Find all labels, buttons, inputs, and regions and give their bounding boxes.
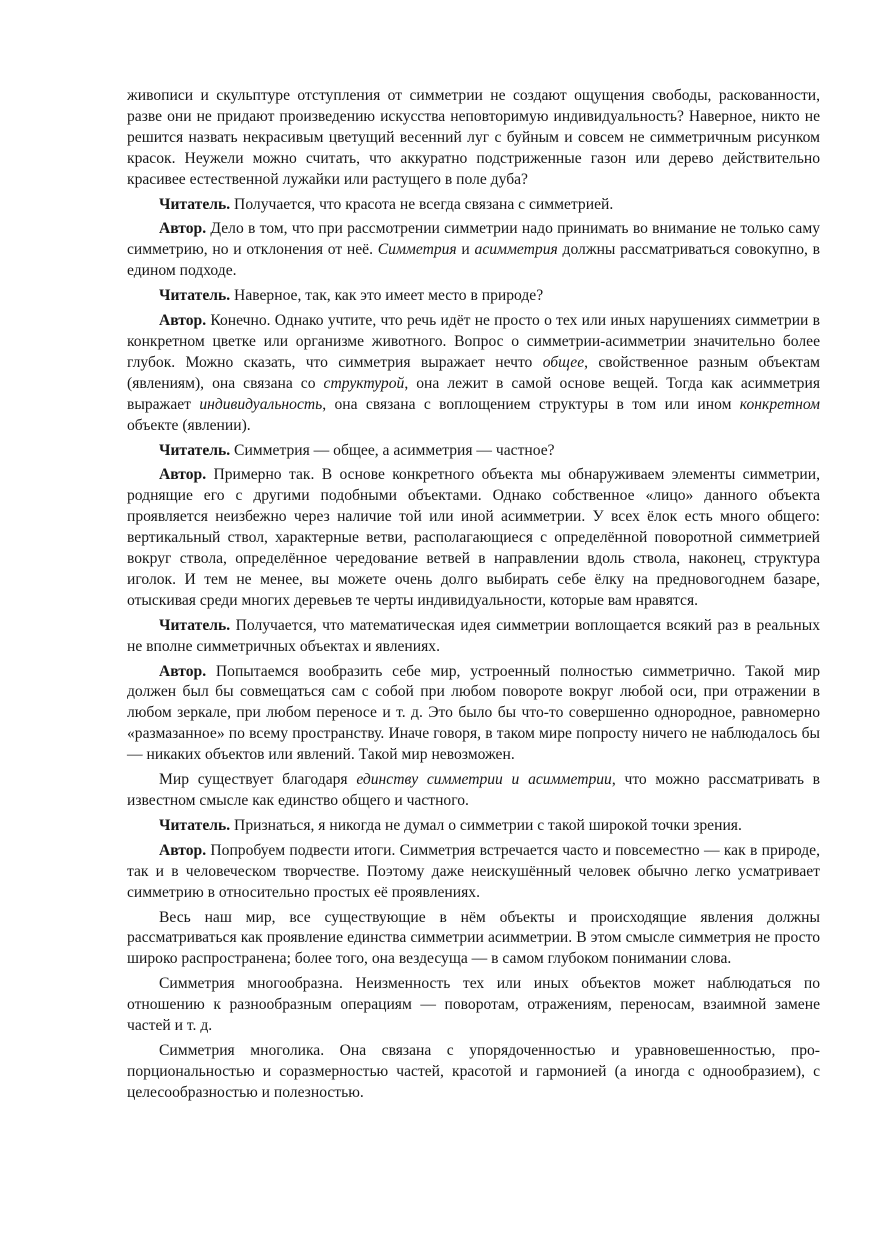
- document-page: [127, 86, 820, 1108]
- body-text: живописи и скульптуре отступления от симметрии не создают ощущения свободы, раскованности, разве они не придают произведению искусства неповторимую индивидуальность? Наверное, никто не решится назвать некрасивым цветущий весенний луг с буйным и совсем не симметричным рисунком красок. Неужели можно считать, что аккуратно подстриженные газон или дерево действительно красивее естественной лужайки или растущего в поле дуба?: [127, 87, 820, 188]
- body-text: Получается, что красота не всегда связана с симметрией.: [230, 195, 614, 213]
- text-paragraph: [127, 441, 820, 462]
- text-paragraph: [127, 662, 820, 767]
- text-paragraph: [127, 974, 820, 1037]
- body-text: , она лежит в самой основе вещей. Тогда как асимметрия выражает: [127, 374, 820, 413]
- body-text: Симметрия — общее, а асимметрия — частное?: [230, 441, 555, 459]
- body-text: , что можно рассматривать в известном смысле как единство общего и частного.: [127, 771, 821, 809]
- body-text: , она связана с воплощением структуры в том или ином: [322, 395, 740, 413]
- text-paragraph: [127, 1041, 820, 1104]
- emphasis-text: структурой: [323, 374, 405, 392]
- speaker-label: Автор.: [159, 220, 207, 238]
- emphasis-text: асимметрия: [474, 241, 558, 259]
- speaker-label: Читатель.: [159, 441, 231, 459]
- text-paragraph: [127, 286, 820, 307]
- speaker-label: Читатель.: [159, 195, 231, 213]
- body-text: Симметрия многолика. Она связана с упорядоченностью и уравновешенностью, пропорциональностью и соразмерностью частей, красотой и гармонией (а иногда с однообразием), с целесообразностью и полезностью.: [127, 1041, 820, 1101]
- body-text: Признаться, я никогда не думал о симметрии с такой широкой точки зрения.: [230, 816, 742, 834]
- emphasis-text: Симметрия: [377, 241, 457, 259]
- body-text: Конечно. Однако учтите, что речь идёт не просто о тех или иных нарушениях симметрии в конкретном цветке или организме животного. Вопрос о симметрии-асимметрии значительно более глубок. Можно сказать, что симметрия выражает нечто: [127, 312, 820, 371]
- body-text: Получается, что математическая идея симметрии воплощается всякий раз в реальных не вполне симметричных объектах и явлениях.: [127, 616, 820, 655]
- text-paragraph: [127, 770, 820, 812]
- body-text: Мир существует благодаря: [159, 771, 357, 789]
- body-text: Наверное, так, как это имеет место в природе?: [230, 287, 544, 305]
- body-text: Симметрия многообразна. Неизменность тех или иных объектов может наблюдаться по отношению к разнообразным операциям — поворотам, отражениям, переносам, взаимной замене частей и т. д.: [127, 975, 820, 1035]
- emphasis-text: общее: [542, 353, 585, 371]
- text-paragraph: [127, 465, 820, 611]
- speaker-label: Читатель.: [159, 816, 231, 834]
- body-text: Примерно так. В основе конкретного объекта мы обнаруживаем элементы симметрии, роднящие его с другими подобными объектами. Однако собственное «лицо» данного объекта проявляется неизбежно через наличие той или иной асимметрии. У всех ёлок есть много общего: вертикальный ствол, характерные ветви, располагающиеся с определённой поворотной симметрией вокруг ствола, определённое чередование ветвей в направлении вдоль ствола, наконец, структура иголок. И тем не менее, вы можете очень долго выбирать себе ёлку на предновогоднем базаре, отыскивая среди многих деревьев те черты индивидуальности, которые вам нравятся.: [127, 466, 820, 609]
- text-paragraph: [127, 195, 820, 216]
- text-paragraph: [127, 616, 820, 658]
- body-text: должны рассматриваться совокупно, в едином подходе.: [127, 241, 820, 280]
- speaker-label: Читатель.: [159, 616, 231, 634]
- emphasis-text: конкретном: [739, 395, 820, 413]
- text-paragraph: [127, 311, 820, 436]
- body-text: Попытаемся вообразить себе мир, устроенный полностью симметрично. Такой мир должен был бы совмещаться сам с собой при любом повороте вокруг любой оси, при отражении в любом зеркале, при любом переносе и т. д. Это было бы что-то совершенно однородное, равномерно «размазанное» по всему пространству. Иначе говоря, в таком мире попросту ничего не наблюдалось бы — никаких объектов или явлений. Такой мир невозможен.: [127, 662, 820, 764]
- speaker-label: Автор.: [159, 841, 207, 859]
- text-paragraph: [127, 816, 820, 837]
- text-paragraph: [127, 908, 820, 971]
- body-text: объекте (явлении).: [127, 416, 251, 434]
- text-paragraph: [127, 841, 820, 904]
- body-text: Попробуем подвести итоги. Симметрия встречается часто и повсеместно — как в природе, так и в человеческом творчестве. Поэтому даже неискушённый человек обычно легко усматривает симметрию в относительно простых её проявлениях.: [127, 841, 820, 901]
- emphasis-text: индивидуальность: [199, 395, 323, 413]
- body-text: и: [456, 241, 475, 259]
- text-paragraph: [127, 86, 820, 191]
- text-paragraph: [127, 219, 820, 282]
- body-text: Весь наш мир, все существующие в нём объекты и происходящие явления должны рассматриваться как проявление единства симметрии асимметрии. В этом смысле симметрия не просто широко распространена; более того, она вездесуща — в самом глубоком понимании слова.: [127, 908, 820, 968]
- emphasis-text: единству симметрии и асимметрии: [356, 771, 612, 789]
- body-text: , свойственное разным объектам (явлениям), она связана со: [127, 353, 820, 392]
- speaker-label: Автор.: [159, 466, 207, 484]
- speaker-label: Читатель.: [159, 287, 231, 305]
- speaker-label: Автор.: [159, 662, 207, 680]
- speaker-label: Автор.: [159, 312, 207, 330]
- body-text: Дело в том, что при рассмотрении симметрии надо принимать во внимание не только саму симметрию, но и отклонения от неё.: [127, 220, 820, 259]
